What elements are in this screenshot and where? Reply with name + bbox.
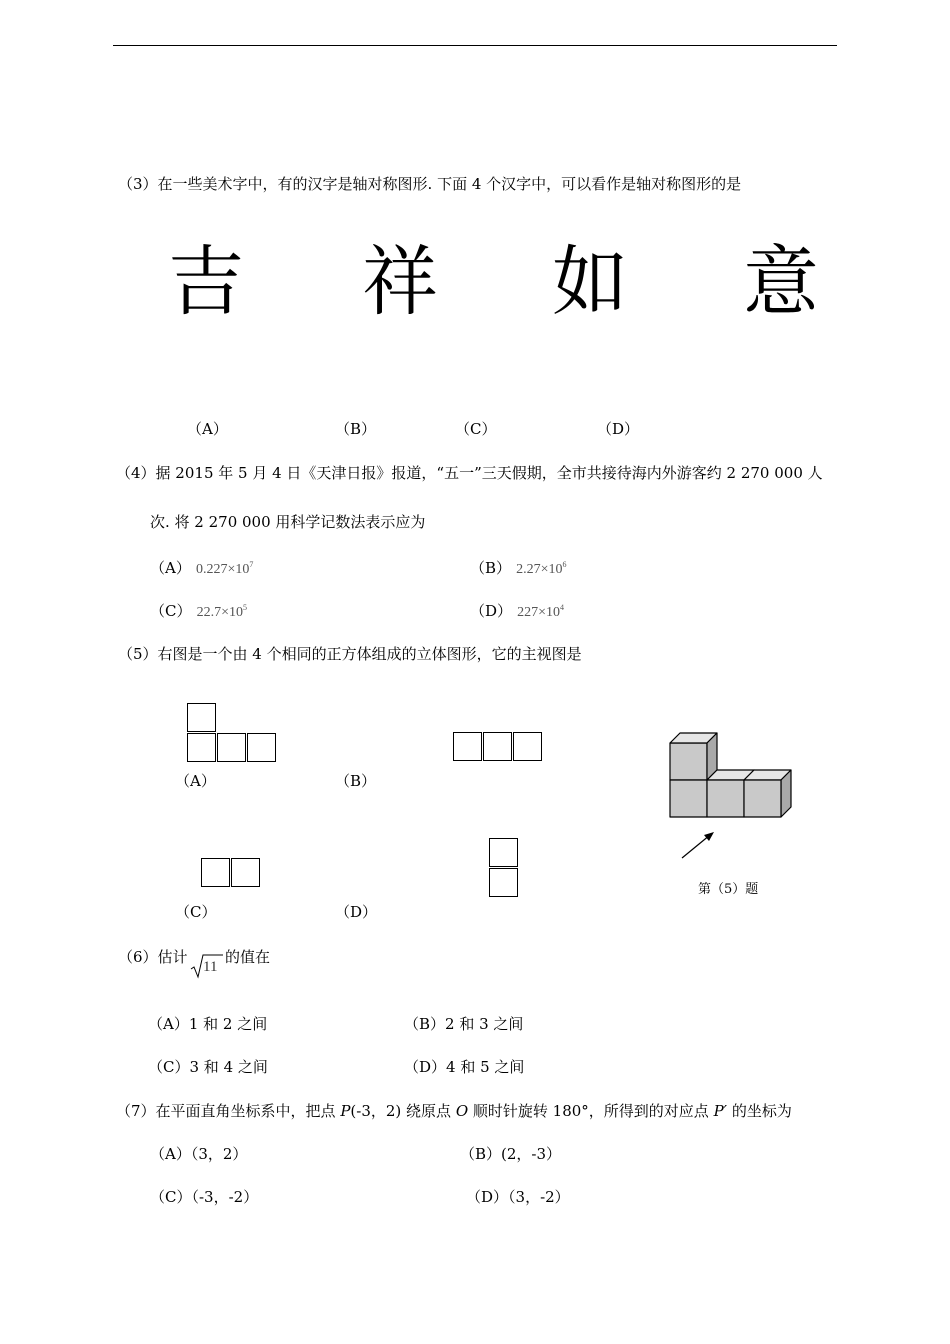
q3-char-c: 如 xyxy=(552,237,628,326)
point-p: P xyxy=(340,1102,351,1120)
q6-option-d-label: （D） xyxy=(404,1058,447,1076)
q7-option-b-text: (2，-3） xyxy=(501,1145,562,1163)
q5-option-d[interactable]: （D） xyxy=(335,903,378,921)
q7-option-a[interactable] xyxy=(150,1147,247,1162)
q3-option-b[interactable]: （B） xyxy=(335,420,377,438)
q3-stem: （3）在一些美术字中，有的汉字是轴对称图形. 下面 4 个汉字中，可以看作是轴对称图形的是 xyxy=(118,175,742,193)
q7-option-d[interactable] xyxy=(466,1190,570,1205)
q5-stem: （5）右图是一个由 4 个相同的正方体组成的立体图形，它的主视图是 xyxy=(118,645,582,663)
q4-option-a-value: $0.227\times 10^7$ xyxy=(195,560,254,577)
cube-face xyxy=(489,868,518,897)
q6-radicand: 11 xyxy=(203,959,218,975)
q6-option-c-label: （C） xyxy=(148,1058,190,1076)
cube-face xyxy=(247,733,276,762)
q6-option-c[interactable] xyxy=(148,1060,268,1075)
header-rule xyxy=(113,45,837,46)
q6-option-b[interactable] xyxy=(404,1017,523,1032)
q4-stem-line1: （4）据 2015 年 5 月 4 日《天津日报》报道，“五一”三天假期，全市共接待海内外游客约 2 270 000 人 xyxy=(116,464,823,482)
q6-option-d[interactable] xyxy=(404,1060,524,1075)
q3-char-a: 吉 xyxy=(168,237,244,326)
q3-option-d[interactable]: （D） xyxy=(597,420,640,438)
q5-figure-caption: 第（5）题 xyxy=(698,882,759,897)
cube-face xyxy=(453,732,482,761)
point-p-prime: P′ xyxy=(713,1102,728,1120)
q3-char-d: 意 xyxy=(743,237,819,326)
q3-option-a[interactable]: （A） xyxy=(187,420,228,438)
q7-option-d-label: （D） xyxy=(466,1188,509,1206)
q4-option-b-label: （B） xyxy=(470,559,512,577)
q6-option-d-text: 4 和 5 之间 xyxy=(446,1058,525,1076)
q6-option-b-text: 2 和 3 之间 xyxy=(445,1015,524,1033)
q7-stem: （7）在平面直角坐标系中，把点 P(-3，2) 绕原点 O 顺时针旋转 180°，所得到的对应点 P′ 的坐标为 xyxy=(116,1102,792,1120)
q3-char-b: 祥 xyxy=(362,237,438,326)
q4-option-c[interactable] xyxy=(150,601,247,621)
cube-face xyxy=(513,732,542,761)
q4-option-b[interactable] xyxy=(470,558,567,578)
q7-option-a-text: （3，2） xyxy=(190,1145,248,1163)
q7-option-c[interactable] xyxy=(150,1190,258,1205)
q4-option-c-value: $22.7\times 10^5$ xyxy=(196,603,247,620)
q6-option-b-label: （B） xyxy=(404,1015,446,1033)
q5-option-b[interactable]: （B） xyxy=(335,772,377,790)
q7-option-a-label: （A） xyxy=(150,1145,191,1163)
q4-option-a[interactable] xyxy=(150,558,253,578)
q7-option-c-text: （-3，-2） xyxy=(191,1188,259,1206)
cube-face xyxy=(489,838,518,867)
cube-face xyxy=(201,858,230,887)
q4-option-a-label: （A） xyxy=(150,559,191,577)
q5-option-a[interactable]: （A） xyxy=(175,772,216,790)
cube-face xyxy=(187,703,216,732)
q5-option-c[interactable]: （C） xyxy=(175,903,217,921)
q7-option-b-label: （B） xyxy=(460,1145,502,1163)
q6-option-a-label: （A） xyxy=(148,1015,189,1033)
q4-option-d-value: $227\times 10^4$ xyxy=(517,603,565,620)
q3-option-c[interactable]: （C） xyxy=(455,420,497,438)
q4-option-c-label: （C） xyxy=(150,602,192,620)
q7-option-c-label: （C） xyxy=(150,1188,192,1206)
q6-stem-suffix: 的值在 xyxy=(225,948,271,966)
cube-face xyxy=(231,858,260,887)
q4-option-d-label: （D） xyxy=(470,602,513,620)
q6-option-a-text: 1 和 2 之间 xyxy=(188,1015,268,1033)
q6-option-a[interactable] xyxy=(148,1017,267,1032)
q6-option-c-text: 3 和 4 之间 xyxy=(189,1058,268,1076)
q6-stem-prefix: （6）估计 xyxy=(118,948,188,966)
cube-face xyxy=(187,733,216,762)
q5-solid-figure xyxy=(660,725,805,870)
q4-stem-line2: 次. 将 2 270 000 用科学记数法表示应为 xyxy=(150,513,426,531)
q7-option-d-text: （3，-2） xyxy=(508,1188,570,1206)
cube-face xyxy=(217,733,246,762)
q7-option-b[interactable] xyxy=(460,1147,561,1162)
point-o: O xyxy=(455,1102,469,1120)
q4-option-b-value: $2.27\times 10^6$ xyxy=(516,560,567,577)
q4-option-d[interactable] xyxy=(470,601,564,621)
cube-face xyxy=(483,732,512,761)
